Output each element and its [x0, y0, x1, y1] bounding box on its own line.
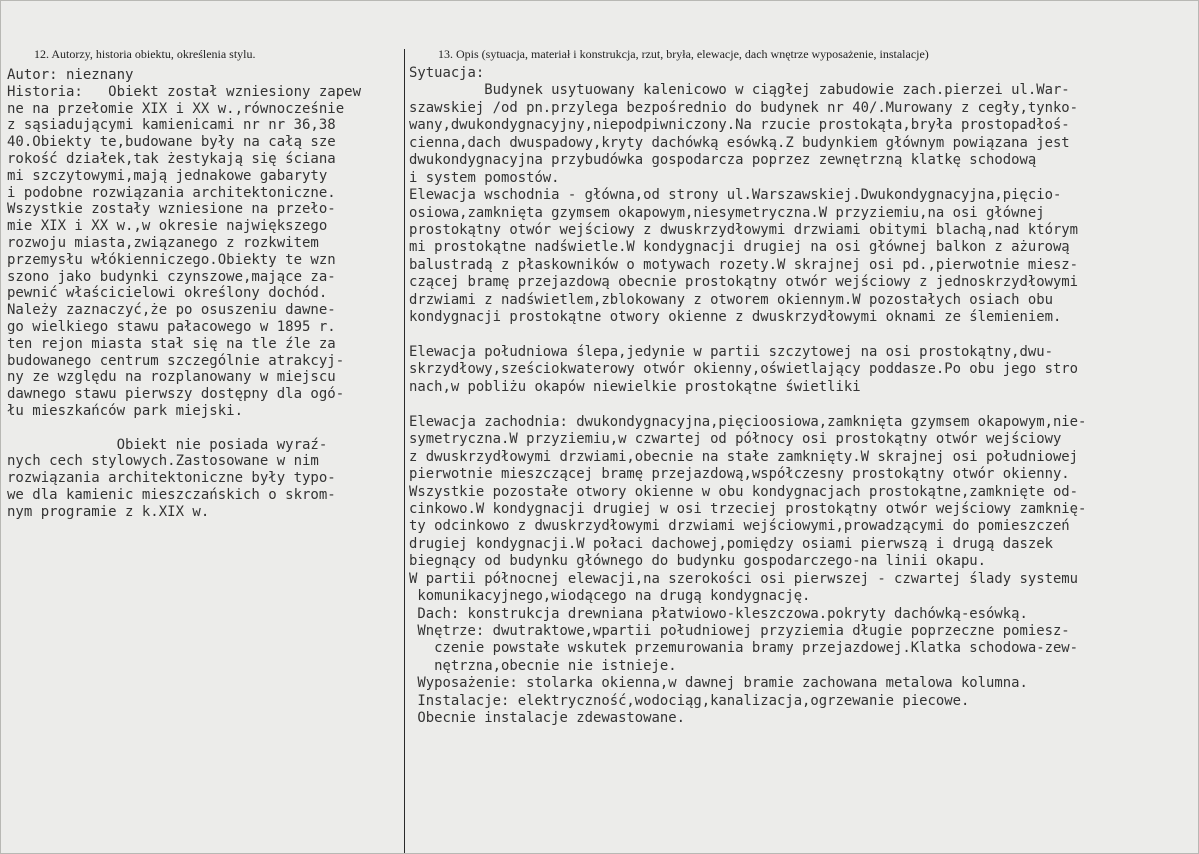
- text-line: pewnić właścicielowi określony dochód.: [7, 285, 328, 302]
- text-line: [409, 327, 1199, 344]
- text-line: [7, 420, 399, 437]
- text-line: Sytuacja:: [409, 65, 485, 81]
- text-line: [409, 396, 1199, 413]
- text-line: Elewacja zachodnia: dwukondygnacyjna,pięcioosiowa,zamknięta gzymsem okapowym,nie-: [409, 413, 1087, 430]
- text-line: nych cech stylowych.Zastosowane w nim: [7, 453, 319, 470]
- text-line: go wielkiego stawu pałacowego w 1895 r.: [7, 318, 336, 335]
- section-12-header: 12. Autorzy, historia obiektu, określenia stylu.: [34, 47, 256, 61]
- text-line: pierwotnie mieszczącej bramę przejazdową,współczesny prostokątny otwór okienny.: [409, 466, 1070, 483]
- text-line: skrzydłowy,sześciokwaterowy otwór okienny,oświetlający poddasze.Po obu jego stro: [409, 361, 1079, 378]
- text-line: W partii północnej elewacji,na szerokości osi pierwszej - czwartej ślady systemu: [409, 570, 1079, 587]
- text-line: Budynek usytuowany kalenicowo w ciągłej zabudowie zach.pierzei ul.War-: [409, 82, 1070, 99]
- text-line: rozwiązania architektoniczne były typo-: [7, 470, 336, 487]
- text-line: Wszystkie pozostałe otwory okienne w obu kondygnacjach prostokątne,zamknięte od-: [409, 483, 1079, 500]
- text-line: czącej bramę przejazdową obecnie prostokątny otwór wejściowy z jednoskrzydłowymi: [409, 274, 1079, 291]
- text-line: z sąsiadującymi kamienicami nr nr 36,38: [7, 117, 336, 134]
- text-line: Elewacja południowa ślepa,jedynie w partii szczytowej na osi prostokątny,dwu-: [409, 344, 1053, 360]
- text-line: Wszystkie zostały wzniesione na przeło-: [7, 201, 336, 218]
- text-line: czenie powstałe wskutek przemurowania bramy przejazdowej.Klatka schodowa-zew-: [409, 640, 1079, 657]
- text-line: Wnętrze: dwutraktowe,wpartii południowej przyziemia długie poprzeczne pomiesz-: [409, 623, 1070, 639]
- text-line: balustradą z płaskowników o motywach rozety.W skrajnej osi pd.,pierwotnie miesz-: [409, 256, 1079, 273]
- text-line: kondygnacji prostokątne otwory okienne z dwuskrzydłowymi oknami ze ślemieniem.: [409, 309, 1062, 326]
- text-line: Obecnie instalacje zdewastowane.: [409, 710, 685, 727]
- text-line: prostokątny otwór wejściowy z dwuskrzydłowymi drzwiami obitymi blachą,nad którym: [409, 221, 1079, 238]
- text-line: szawskiej /od pn.przylega bezpośrednio do budynek nr 40/.Murowany z cegły,tynko-: [409, 99, 1079, 116]
- text-line: nętrzna,obecnie nie istnieje.: [409, 657, 677, 674]
- text-line: ten rejon miasta stał się na tle źle za: [7, 335, 336, 352]
- text-line: dwukondygnacyjna przybudówka gospodarcza poprzez zewnętrzną klatkę schodową: [409, 152, 1037, 169]
- text-line: biegnący od budynku głównego do budynku gospodarczego-na linii okapu.: [409, 553, 987, 570]
- text-line: drzwiami z nadświetlem,zblokowany z otworem okiennym.W pozostałych osiach obu: [409, 291, 1053, 308]
- text-line: Wyposażenie: stolarka okienna,w dawnej bramie zachowana metalowa kolumna.: [409, 675, 1028, 692]
- text-line: drugiej kondygnacji.W połaci dachowej,pomiędzy osiami pierwszą i drugą daszek: [409, 535, 1053, 552]
- text-line: Instalacje: elektryczność,wodociąg,kanalizacja,ogrzewanie piecowe.: [409, 692, 970, 709]
- text-line: rokość działek,tak żestykają się ściana: [7, 150, 336, 167]
- text-line: symetryczna.W przyziemiu,w czwartej od północy osi prostokątny otwór wejściowy: [409, 431, 1062, 448]
- text-line: osiowa,zamknięta gzymsem okapowym,niesymetryczna.W przyziemiu,na osi głównej: [409, 204, 1045, 221]
- text-line: we dla kamienic mieszczańskich o skrom-: [7, 486, 336, 503]
- text-line: mi szczytowymi,mają jednakowe gabaryty: [7, 167, 328, 184]
- text-line: rozwoju miasta,związanego z rozkwitem: [7, 234, 319, 251]
- text-line: cienna,dach dwuspadowy,kryty dachówką esówką.Z budynkiem głównym powiązana jest: [409, 134, 1070, 151]
- text-line: szono jako budynki czynszowe,mające za-: [7, 268, 336, 285]
- text-line: przemysłu włókienniczego.Obiekty te wzn: [7, 251, 336, 268]
- text-line: Elewacja wschodnia - główna,od strony ul.Warszawskiej.Dwukondygnacyjna,pięcio-: [409, 187, 1062, 204]
- text-line: 40.Obiekty te,budowane były na całą sze: [7, 134, 336, 151]
- text-line: dawnego stawu pierwszy dostępny dla ogó-: [7, 386, 345, 403]
- text-line: łu mieszkańców park miejski.: [7, 402, 244, 419]
- text-line: Autor: nieznany: [7, 67, 134, 83]
- text-line: mi prostokątne nadświetle.W kondygnacji drugiej na osi głównej balkon z ażurową: [409, 239, 1070, 256]
- text-line: komunikacyjnego,wiodącego na drugą kondygnację.: [409, 588, 811, 605]
- column-divider: [404, 49, 405, 854]
- text-line: Dach: konstrukcja drewniana płatwiowo-kleszczowa.pokryty dachówką-esówką.: [409, 605, 1028, 622]
- text-line: i system pomostów.: [409, 169, 560, 186]
- history-text: [7, 67, 399, 521]
- text-line: z dwuskrzydłowymi drzwiami,obecnie na stałe zamknięty.W skrajnej osi południowej: [409, 448, 1079, 465]
- text-line: nym programie z k.XIX w.: [7, 503, 210, 520]
- text-line: ty odcinkowo z dwuskrzydłowymi drzwiami wejściowymi,prowadzącymi do pomieszczeń: [409, 518, 1070, 535]
- text-line: ne na przełomie XIX i XX w.,równocześnie: [7, 100, 345, 117]
- description-text: [409, 65, 1199, 728]
- text-line: ny ze względu na rozplanowany w miejscu: [7, 369, 336, 386]
- text-line: Historia: Obiekt został wzniesiony zapew: [7, 83, 362, 100]
- text-line: wany,dwukondygnacyjny,niepodpiwniczony.Na rzucie prostokąta,bryła prostopadłoś-: [409, 117, 1070, 134]
- text-line: Należy zaznaczyć,że po osuszeniu dawne-: [7, 302, 336, 319]
- text-line: cinkowo.W kondygnacji drugiej w osi trzeciej prostokątny otwór wejściowy zamknię-: [409, 500, 1087, 517]
- text-line: mie XIX i XX w.,w okresie największego: [7, 218, 328, 235]
- text-line: i podobne rozwiązania architektoniczne.: [7, 184, 336, 201]
- text-line: nach,w pobliżu okapów niewielkie prostokątne świetliki: [409, 378, 861, 395]
- text-line: budowanego centrum szczególnie atrakcyj-: [7, 352, 345, 369]
- text-line: Obiekt nie posiada wyraź-: [7, 436, 328, 453]
- section-13-header: 13. Opis (sytuacja, materiał i konstrukcja, rzut, bryła, elewacje, dach wnętrze wyposażenie, instalacje): [438, 47, 929, 61]
